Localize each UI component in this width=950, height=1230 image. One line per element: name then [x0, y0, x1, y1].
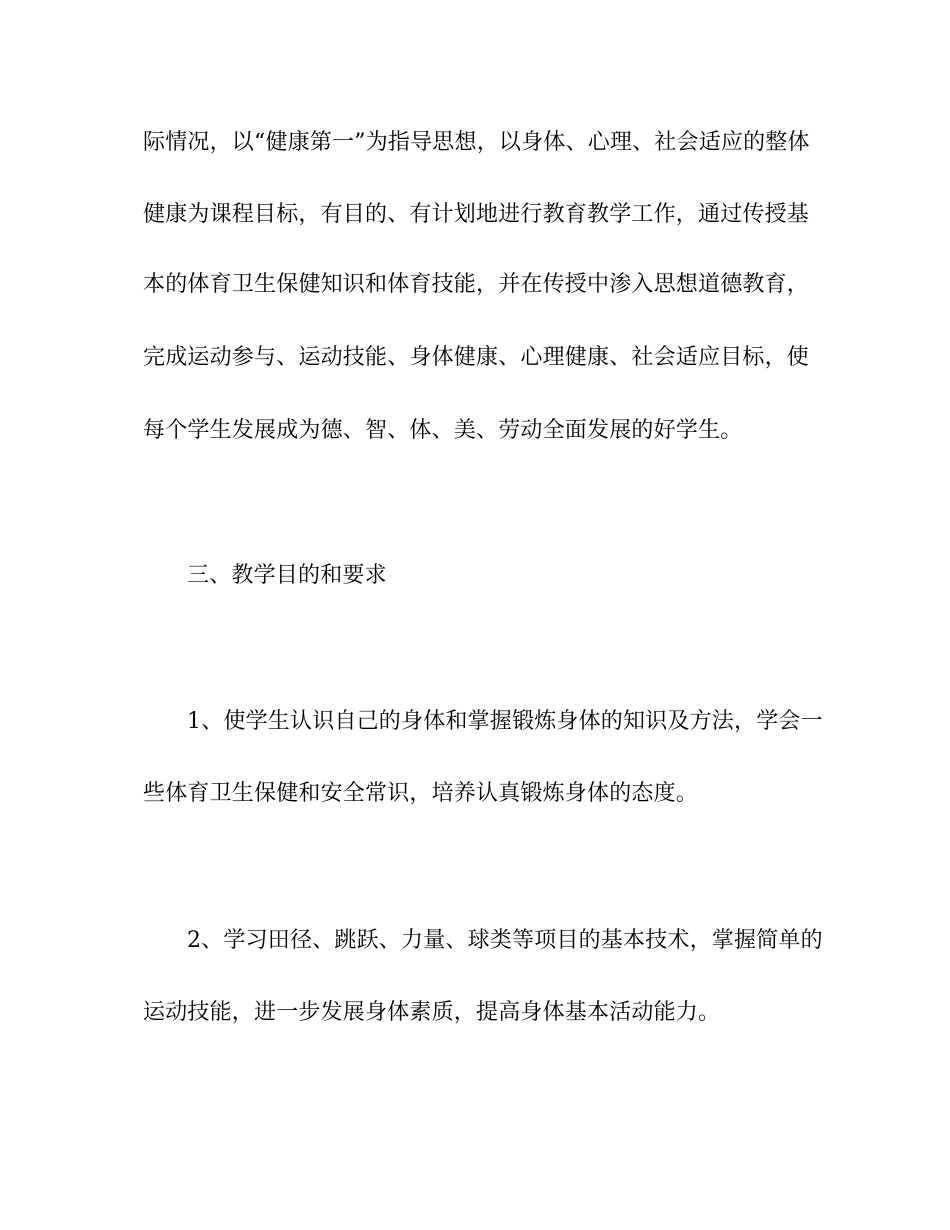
list-item-line: 些体育卫生保健和安全常识，培养认真锻炼身体的态度。: [143, 781, 699, 806]
paragraph-line: 健康为课程目标，有目的、有计划地进行教育教学工作，通过传授基: [143, 202, 810, 227]
section-heading: 三、教学目的和要求: [187, 563, 387, 588]
paragraph-line: 本的体育卫生保健知识和体育技能，并在传授中渗入思想道德教育，: [143, 272, 810, 297]
list-item-line: 2、学习田径、跳跃、力量、球类等项目的基本技术，掌握简单的: [187, 928, 823, 953]
list-item-line: 运动技能，进一步发展身体素质，提高身体基本活动能力。: [143, 1000, 721, 1025]
paragraph-line: 际情况，以“健康第一”为指导思想，以身体、心理、社会适应的整体: [143, 130, 810, 155]
paragraph-line: 每个学生发展成为德、智、体、美、劳动全面发展的好学生。: [143, 418, 743, 443]
list-item-line: 1、使学生认识自己的身体和掌握锻炼身体的知识及方法，学会一: [187, 709, 823, 734]
paragraph-line: 完成运动参与、运动技能、身体健康、心理健康、社会适应目标，使: [143, 345, 810, 370]
